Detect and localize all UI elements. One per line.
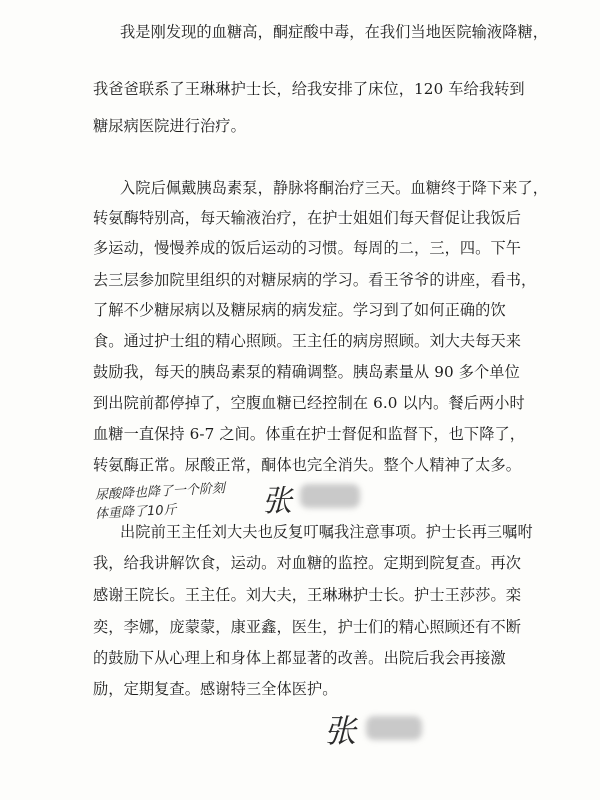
paragraph-3-line-3: 感谢王院长。王主任。刘大夫，王琳琳护士长。护士王莎莎。栾 — [93, 586, 522, 604]
signature-1: 张 — [262, 484, 292, 519]
paragraph-1-line-3: 糖尿病医院进行治疗。 — [93, 117, 246, 135]
paragraph-2-line-10: 转氨酶正常。尿酸正常，酮体也完全消失。整个人精神了太多。 — [93, 456, 522, 474]
handwritten-note-line-2: 体重降了10斤 — [94, 502, 177, 522]
paragraph-2-line-4: 去三层参加院里组织的对糖尿病的学习。看王爷爷的讲座，看书， — [93, 271, 537, 289]
handwritten-note-line-1: 尿酸降也降了一个阶刻 — [94, 481, 226, 503]
paragraph-2-line-5: 了解不少糖尿病以及糖尿病的病发症。学习到了如何正确的饮 — [93, 301, 506, 319]
paragraph-3-line-5: 的鼓励下从心理上和身体上都显著的改善。出院后我会再接激 — [93, 649, 506, 667]
paragraph-2-line-7: 鼓励我，每天的胰岛素泵的精确调整。胰岛素量从 90 多个单位 — [93, 363, 520, 381]
signature-1-redacted — [300, 484, 360, 508]
paragraph-3-line-4: 奕，李娜，庞蒙蒙，康亚鑫，医生，护士们的精心照顾还有不断 — [93, 618, 522, 636]
paragraph-2-line-1: 入院后佩戴胰岛素泵，静脉将酮治疗三天。血糖终于降下来了， — [120, 179, 549, 197]
paragraph-2-line-9: 血糖一直保持 6-7 之间。体重在护士督促和监督下，也下降了， — [93, 425, 526, 443]
paragraph-2-line-8: 到出院前都停掉了，空腹血糖已经控制在 6.0 以内。餐后两小时 — [93, 394, 525, 412]
paragraph-2-line-6: 食。通过护士组的精心照顾。王主任的病房照顾。刘大夫每天来 — [93, 332, 522, 350]
paragraph-1-line-1: 我是刚发现的血糖高，酮症酸中毒，在我们当地医院输液降糖， — [120, 23, 549, 41]
signature-2-redacted — [366, 716, 422, 740]
paragraph-2-line-2: 转氨酶特别高，每天输液治疗，在护士姐姐们每天督促让我饭后 — [93, 209, 522, 227]
paragraph-3-line-1: 出院前王主任刘大夫也反复叮嘱我注意事项。护士长再三嘱咐 — [120, 523, 533, 541]
paragraph-2-line-3: 多运动，慢慢养成的饭后运动的习惯。每周的二，三，四。下午 — [93, 239, 522, 257]
paragraph-3-line-6: 励，定期复查。感谢特三全体医护。 — [93, 680, 338, 698]
paragraph-1-line-2: 我爸爸联系了王琳琳护士长，给我安排了床位，120 车给我转到 — [93, 80, 525, 98]
paragraph-3-line-2: 我，给我讲解饮食，运动。对血糖的监控。定期到院复查。再次 — [93, 554, 522, 572]
signature-2: 张 — [324, 712, 357, 750]
